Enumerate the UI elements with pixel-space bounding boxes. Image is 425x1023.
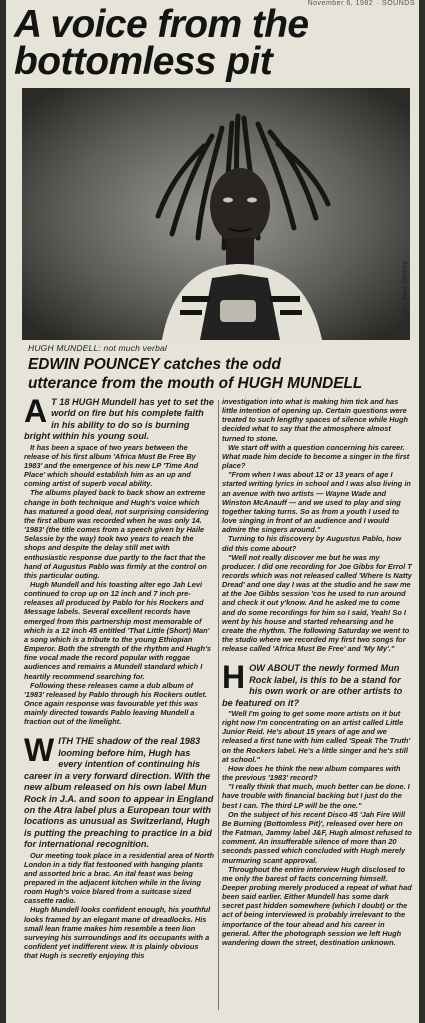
article-paragraph: Our meeting took place in a residential area of North London in a tidy flat festooned with hanging plants and assorted bric a brac. An ital feast was being prepared in the adjacent kitchen while in the living room Hugh's voice blared from a suitcase sized cassette radio.: [24, 850, 214, 906]
drop-cap: H: [222, 659, 246, 696]
article-paragraph: "I really think that much, much better can be done. I have trouble with financial backing but I just do the best I can. The third LP will be the one.": [222, 782, 410, 810]
article-paragraph: "From when I was about 12 or 13 years of age I started writing lyrics in school and I was also living in an avenue with two artists — Wayne Wade and Winston McAnauff — and we used to play and sing together taking turns. So as from a youth I used to love singing in front of an audience and I would admire the singers around.": [222, 470, 411, 535]
headline-line-2: bottomless pit: [14, 40, 273, 83]
article-paragraph: HOW ABOUT the newly formed Mun Rock label, is this to be a stand for his own work or are other artists to be featured on it?: [222, 659, 403, 708]
caption-text: not much verbal: [100, 343, 168, 353]
article-column-right: [222, 397, 412, 947]
article-paragraph: investigation into what is making him tick and has little intention of opening up. Certain questions were treated to such lengthy spaces of silence while Hugh decided what to say that the atmosphere almost turned to stone.: [222, 397, 409, 443]
article-paragraph: "Well not really discover me but he was my producer. I did one recording for Joe Gibbs for Errol T records which was not released called 'Where Is Natty Dread' and one day I was at the studio and he saw me at the Joe Gibbs session 'cos he used to run around and check it out y'know. And he asked me to come and do some recordings for him so I said, Yeah! So I went by his house and started rehearsing and he create the rhythm. The following Saturday we went to the studio where we recorded my first two songs for release called 'Africa Must Be Free' and 'My My'.": [222, 552, 412, 654]
publication-name: SOUNDS: [382, 0, 415, 7]
article-paragraph: On the subject of his recent Disco 45 'Jah Fire Will Be Burning (Bottomless Pit)', released over here on the Fatman, Jammy label J&F, Hugh almost refused to comment. An insufferable silence of more than 20 seconds passed which concluded with Hugh merely murmuring scant approval.: [222, 809, 412, 865]
newspaper-page: [6, 0, 419, 1023]
standfirst-line-2: utterance from the mouth of HUGH MUNDELL: [28, 375, 363, 392]
issue-date: November 6, 1982: [307, 0, 374, 7]
article-paragraph: It has been a space of two years between the release of his first album 'Africa Must Be Free By 1983' and the emergence of his new LP 'Time And Place' which should establish him as an up and coming artist of superb vocal ability.: [24, 442, 199, 489]
caption-name: HUGH MUNDELL:: [28, 343, 101, 353]
running-header: November 6, 1982 · SOUNDS: [307, 0, 415, 7]
article-paragraph: We start off with a question concerning his career. What made him decide to become a singer in the first place?: [222, 442, 410, 471]
column-rule: [218, 400, 219, 1010]
article-paragraph: The albums played back to back show an extreme change in both technique and Hugh's voice which has matured a good deal, not surprising considering the first album was recorded when he was only 14. '1983' (the title comes from a speech given by Haile Selassie by the way) took two years to reach the shops and despite the delay still met with enthusiastic response due partly to the fact that the hand of Augustus Pablo was firmly at the control on this particular outing.: [24, 488, 209, 580]
article-paragraph: Throughout the entire interview Hugh disclosed to me only the barest of facts concerning himself. Deeper probing merely produced a repeat of what had been said earlier. Either Mundell has some dark secret past hidden somewhere (which I doubt) or the act of being interviewed is probably irrelevant to the importance of the tour ahead and his career in general. After the photograph session we left Hugh wandering down the street, destination unknown.: [222, 864, 412, 947]
artist-photo: [22, 88, 410, 340]
standfirst-line-1: EDWIN POUNCEY catches the odd: [28, 356, 281, 373]
drop-cap: A: [24, 393, 48, 429]
article-paragraph: WITH THE shadow of the real 1983 looming before him, Hugh has every intention of continuing his career in a very forward direction. With the new album released on his own label Mun Rock in J.A. and soon to appear in England on the Atra label plus a European tour with locations as unusual as Switzerland, Hugh is putting the preaching to practice in a bid for international recognition.: [24, 732, 214, 850]
photo-credit: Pic: Paul Slattery: [401, 260, 409, 315]
portrait-illustration: [22, 88, 410, 340]
drop-cap: W: [24, 732, 55, 769]
article-paragraph: Hugh Mundell looks confident enough, his youthful looks framed by an elegant mane of dreadlocks. His small lean frame makes him resemble a teen lion surveying his surroundings and its occupants with a confident yet indifferent view. It is plainly obvious that Hugh is secretly enjoying this: [24, 905, 211, 961]
headline-line-1: A voice from the: [14, 3, 309, 46]
article-column-left: [24, 393, 214, 961]
article-paragraph: Hugh Mundell and his toasting alter ego Jah Levi continued to crop up on 12 inch and 7 inch pre-releases all produced by Pablo for his Rockers and Message labels. Several excellent records have emerged from this partnership most memorable of which is a 12 inch 45 entitled 'That Little (Short) Man' a song which is a tribute to the young Ethiopian Emperor. Both the strength of the rhythm and Hugh's fine vocal made the record popular with reggae audiences and remains a Mundell standard which I heartily recommend searching for.: [24, 579, 211, 681]
photo-caption: [28, 343, 167, 353]
article-paragraph: "Well I'm going to get some more artists on it but right now I'm concentrating on an artist called Little Junior Reid. He's about 15 years of age and we released a first tune with him called 'Speak The Truth' on the Rockers label. He's a little singer and he's still at school.": [222, 709, 411, 764]
article-paragraph: How does he think the new album compares with the previous '1983' record?: [222, 763, 401, 783]
article-paragraph: A T 18 HUGH Mundell has yet to set the world on fire but his complete faith in his ability to do so is burning bright within his young soul.: [24, 393, 214, 442]
article-paragraph: Turning to his discovery by Augustus Pablo, how did this come about?: [222, 534, 402, 553]
article-paragraph: Following these releases came a dub album of '1983' released by Pablo through his Rockers outlet. Once again response was favourable yet this was mainly directed towards Pablo leaving Mundell a fraction out of the limelight.: [24, 680, 207, 727]
standfirst: [28, 355, 416, 393]
